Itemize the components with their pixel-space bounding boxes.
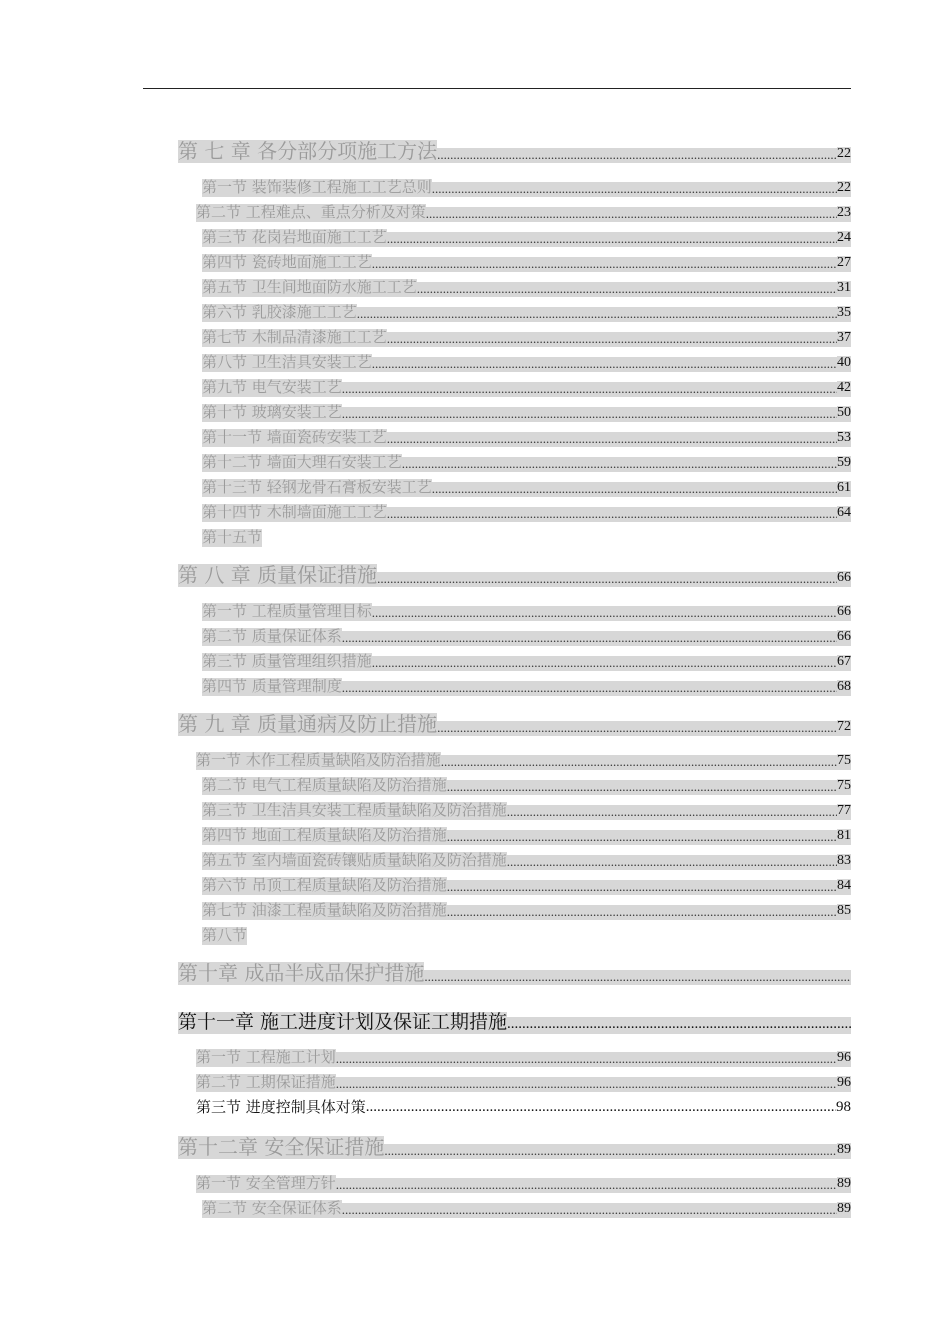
toc-section[interactable] bbox=[196, 751, 851, 770]
toc-section[interactable] bbox=[202, 901, 851, 920]
toc-leader bbox=[372, 257, 837, 272]
toc-label: 第二节 安全保证体系 bbox=[202, 1199, 342, 1217]
toc-label: 第 七 章 各分部分项施工方法 bbox=[178, 139, 438, 163]
toc-page: 84 bbox=[837, 878, 851, 893]
toc-label: 第一节 工程质量管理目标 bbox=[202, 602, 372, 620]
toc-chapter-8[interactable] bbox=[178, 561, 851, 587]
toc-leader bbox=[507, 855, 837, 870]
toc-section[interactable] bbox=[196, 1174, 851, 1193]
toc-label: 第一节 木作工程质量缺陷及防治措施 bbox=[196, 751, 441, 769]
toc-label: 第十四节 木制墙面施工工艺 bbox=[202, 503, 387, 521]
toc-section[interactable] bbox=[202, 328, 851, 347]
toc-label: 第十章 成品半成品保护措施 bbox=[178, 961, 425, 985]
toc-chapter-11[interactable] bbox=[178, 1008, 851, 1034]
toc-section[interactable] bbox=[202, 278, 851, 297]
toc-leader bbox=[424, 970, 851, 985]
toc-leader bbox=[426, 207, 837, 222]
toc-label: 第六节 乳胶漆施工工艺 bbox=[202, 303, 357, 321]
toc-page: 89 bbox=[837, 1176, 851, 1191]
toc-label: 第一节 装饰装修工程施工工艺总则 bbox=[202, 178, 432, 196]
toc-leader bbox=[432, 482, 837, 497]
toc-label: 第二节 工程难点、重点分析及对策 bbox=[196, 203, 426, 221]
toc-page: 37 bbox=[837, 330, 851, 345]
toc-page: 53 bbox=[837, 430, 851, 445]
toc-page: 89 bbox=[837, 1142, 851, 1157]
toc-section[interactable] bbox=[202, 876, 851, 895]
toc-label: 第五节 卫生间地面防水施工工艺 bbox=[202, 278, 417, 296]
toc-page: 72 bbox=[837, 719, 851, 734]
toc-leader bbox=[372, 656, 837, 671]
toc-section[interactable] bbox=[202, 228, 851, 247]
toc-label: 第三节 质量管理组织措施 bbox=[202, 652, 372, 670]
toc-page: 31 bbox=[837, 280, 851, 295]
toc-leader bbox=[387, 432, 837, 447]
toc-label: 第九节 电气安装工艺 bbox=[202, 378, 342, 396]
toc-section[interactable] bbox=[202, 801, 851, 820]
toc-section[interactable] bbox=[202, 1199, 851, 1218]
toc-section[interactable] bbox=[202, 776, 851, 795]
toc-page: 68 bbox=[837, 679, 851, 694]
toc-chapter-9[interactable] bbox=[178, 710, 851, 736]
toc-section[interactable] bbox=[202, 851, 851, 870]
toc-leader bbox=[447, 780, 837, 795]
toc-section[interactable] bbox=[202, 503, 851, 522]
toc-page: 50 bbox=[837, 405, 851, 420]
toc-label: 第七节 木制品清漆施工工艺 bbox=[202, 328, 387, 346]
toc-page: 27 bbox=[837, 255, 851, 270]
toc-label: 第十一章 施工进度计划及保证工期措施 bbox=[178, 1011, 508, 1033]
toc-page: 35 bbox=[837, 305, 851, 320]
toc-leader bbox=[342, 407, 837, 422]
toc-section[interactable] bbox=[202, 353, 851, 372]
toc-label: 第十二章 安全保证措施 bbox=[178, 1135, 385, 1159]
toc-section[interactable] bbox=[202, 677, 851, 696]
toc-label: 第四节 地面工程质量缺陷及防治措施 bbox=[202, 826, 447, 844]
toc-page: 75 bbox=[837, 753, 851, 768]
toc-page: 59 bbox=[837, 455, 851, 470]
toc-section[interactable] bbox=[202, 602, 851, 621]
toc-page: 23 bbox=[837, 205, 851, 220]
toc-label: 第十一节 墙面瓷砖安装工艺 bbox=[202, 428, 387, 446]
toc-leader bbox=[384, 1144, 837, 1159]
toc-leader bbox=[447, 905, 837, 920]
toc-leader bbox=[507, 1017, 851, 1034]
toc-label: 第六节 吊顶工程质量缺陷及防治措施 bbox=[202, 876, 447, 894]
toc-label: 第十二节 墙面大理石安装工艺 bbox=[202, 453, 402, 471]
toc-section[interactable] bbox=[202, 627, 851, 646]
toc-page: 22 bbox=[837, 180, 851, 195]
toc-leader bbox=[336, 1077, 837, 1092]
toc-page: 98 bbox=[836, 1099, 851, 1115]
toc-section[interactable] bbox=[202, 303, 851, 322]
toc-leader bbox=[437, 148, 837, 163]
toc-label: 第 九 章 质量通病及防止措施 bbox=[178, 712, 438, 736]
toc-leader bbox=[402, 457, 837, 472]
toc-label: 第三节 进度控制具体对策 bbox=[196, 1098, 366, 1116]
toc-label: 第五节 室内墙面瓷砖镶贴质量缺陷及防治措施 bbox=[202, 851, 507, 869]
toc-page: 64 bbox=[837, 505, 851, 520]
toc-section[interactable] bbox=[196, 203, 851, 222]
toc-leader bbox=[336, 1052, 837, 1067]
toc-section[interactable] bbox=[202, 403, 851, 422]
toc-leader bbox=[377, 572, 837, 587]
toc-page: 96 bbox=[837, 1050, 851, 1065]
toc-leader bbox=[357, 307, 837, 322]
toc-leader bbox=[342, 631, 837, 646]
toc-section[interactable] bbox=[196, 1098, 851, 1117]
toc-label: 第一节 工程施工计划 bbox=[196, 1048, 336, 1066]
toc-leader bbox=[507, 805, 837, 820]
toc-leader bbox=[441, 755, 837, 770]
toc-leader bbox=[372, 606, 837, 621]
toc-label: 第十三节 轻钢龙骨石膏板安装工艺 bbox=[202, 478, 432, 496]
toc-leader bbox=[437, 721, 837, 736]
toc-section[interactable] bbox=[202, 428, 851, 447]
toc-leader bbox=[342, 382, 837, 397]
toc-page: 96 bbox=[837, 1075, 851, 1090]
toc-leader bbox=[366, 1100, 836, 1117]
toc-leader bbox=[372, 357, 837, 372]
toc-label: 第八节 卫生洁具安装工艺 bbox=[202, 353, 372, 371]
toc-leader bbox=[342, 681, 837, 696]
toc-section[interactable] bbox=[196, 1048, 851, 1067]
toc-page: 66 bbox=[837, 604, 851, 619]
toc-leader bbox=[447, 830, 837, 845]
toc-label: 第十节 玻璃安装工艺 bbox=[202, 403, 342, 421]
toc-section[interactable] bbox=[202, 178, 851, 197]
toc-page: 66 bbox=[837, 570, 851, 585]
toc-label: 第七节 油漆工程质量缺陷及防治措施 bbox=[202, 901, 447, 919]
toc-section[interactable] bbox=[202, 453, 851, 472]
toc-chapter-7[interactable] bbox=[178, 137, 851, 163]
toc-section[interactable] bbox=[202, 378, 851, 397]
toc-label: 第二节 电气工程质量缺陷及防治措施 bbox=[202, 776, 447, 794]
toc-label: 第三节 花岗岩地面施工工艺 bbox=[202, 228, 387, 246]
toc-page: 83 bbox=[837, 853, 851, 868]
toc-label: 第十五节 bbox=[202, 528, 263, 546]
toc-leader bbox=[432, 182, 837, 197]
toc-section[interactable] bbox=[202, 826, 851, 845]
toc-label: 第三节 卫生洁具安装工程质量缺陷及防治措施 bbox=[202, 801, 507, 819]
toc-section[interactable] bbox=[196, 1073, 851, 1092]
toc-leader bbox=[387, 332, 837, 347]
toc-page: 42 bbox=[837, 380, 851, 395]
toc-page: 22 bbox=[837, 146, 851, 161]
toc-leader bbox=[417, 282, 837, 297]
toc-leader bbox=[336, 1178, 837, 1193]
toc-page: 24 bbox=[837, 230, 851, 245]
toc-leader bbox=[447, 880, 837, 895]
toc-page: 61 bbox=[837, 480, 851, 495]
toc-chapter-10[interactable] bbox=[178, 959, 851, 985]
toc-page: 75 bbox=[837, 778, 851, 793]
toc-label: 第四节 质量管理制度 bbox=[202, 677, 342, 695]
toc-page: 89 bbox=[837, 1201, 851, 1216]
toc-page: 66 bbox=[837, 629, 851, 644]
toc-section[interactable] bbox=[202, 528, 851, 547]
toc-label: 第一节 安全管理方针 bbox=[196, 1174, 336, 1192]
toc-page: 85 bbox=[837, 903, 851, 918]
toc-label: 第八节 bbox=[202, 926, 248, 944]
toc-leader bbox=[342, 1203, 837, 1218]
toc-page: 67 bbox=[837, 654, 851, 669]
toc-section[interactable] bbox=[202, 926, 851, 945]
toc-label: 第四节 瓷砖地面施工工艺 bbox=[202, 253, 372, 271]
toc-page: 77 bbox=[837, 803, 851, 818]
toc-chapter-12[interactable] bbox=[178, 1133, 851, 1159]
toc-leader bbox=[387, 507, 837, 522]
toc-section[interactable] bbox=[202, 253, 851, 272]
toc-label: 第 八 章 质量保证措施 bbox=[178, 563, 378, 587]
toc-label: 第二节 工期保证措施 bbox=[196, 1073, 336, 1091]
toc-leader bbox=[387, 232, 837, 247]
toc-section[interactable] bbox=[202, 478, 851, 497]
toc-page: 40 bbox=[837, 355, 851, 370]
toc-section[interactable] bbox=[202, 652, 851, 671]
toc-page: 81 bbox=[837, 828, 851, 843]
toc-label: 第二节 质量保证体系 bbox=[202, 627, 342, 645]
